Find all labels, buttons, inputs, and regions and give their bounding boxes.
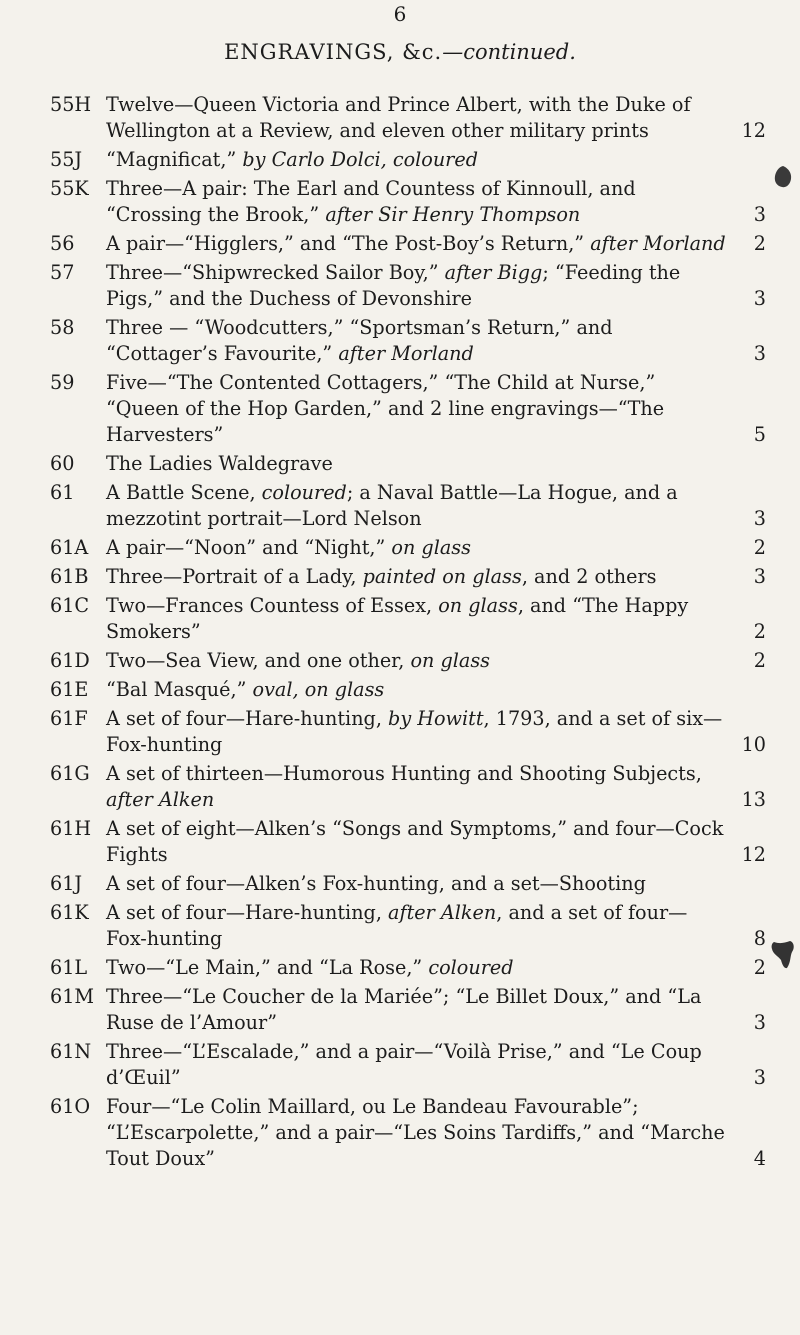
lot-description-text: A Battle Scene, [106,481,262,504]
lot-quantity: 3 [753,565,766,588]
lot-description-italic: by Carlo Dolci, coloured [242,148,478,171]
running-head [0,40,800,64]
lot-entry [50,593,766,645]
lot-description-italic: coloured [428,956,514,979]
lot-description [106,231,766,257]
lot-description-text: A pair—“Noon” and “Night,” [106,536,392,559]
lot-number: 55H [50,93,92,116]
lot-entry [50,176,766,228]
lot-description-text: Three—Portrait of a Lady, [106,565,363,588]
lot-description-text: Three—A pair: The Earl and Countess of Kinnoull, and “Crossing the Brook,” [106,177,636,226]
lot-description [106,1094,766,1172]
lot-quantity: 12 [741,843,766,866]
lot-description-italic: after Morland [338,342,474,365]
lot-entry [50,92,766,144]
lot-number: 56 [50,232,75,255]
lot-quantity: 3 [753,1011,766,1034]
page-number: 6 [393,2,407,26]
lot-number: 61N [50,1040,92,1063]
lot-number: 58 [50,316,75,339]
lot-description-text: ; “Feeding the Pigs,” and the Duchess of Devonshire [106,261,681,310]
lot-description-text: Five—“The Contented Cottagers,” “The Child at Nurse,” “Queen of the Hop Garden,” and 2 line engravings—“The Harvesters” [106,371,665,446]
lot-number: 61K [50,901,89,924]
lot-description-italic: after Alken [388,901,497,924]
lot-description-italic: after Morland [590,232,726,255]
lot-description-text: “Bal Masqué,” [106,678,253,701]
lot-description-text: Three—“Shipwrecked Sailor Boy,” [106,261,445,284]
lot-number: 55K [50,177,89,200]
lot-quantity: 3 [753,287,766,310]
lot-description-text: , 1793, and a set of six—Fox-hunting [106,707,723,756]
lot-description [106,871,766,897]
running-head-continued: —continued. [442,40,576,64]
lot-description [106,900,766,952]
lot-number: 55J [50,148,83,171]
lot-quantity: 4 [753,1147,766,1170]
lot-entry [50,1094,766,1172]
lot-list [50,92,766,1175]
lot-description-text: A set of four—Hare-hunting, [106,901,389,924]
lot-description [106,955,766,981]
lot-description [106,706,766,758]
lot-description-text: , and a set of four—Fox-hunting [106,901,688,950]
lot-description-text: A pair—“Higglers,” and “The Post-Boy’s Return,” [106,232,591,255]
lot-entry [50,370,766,448]
lot-number: 61F [50,707,88,730]
lot-number: 61B [50,565,89,588]
lot-entry [50,871,766,897]
lot-quantity: 2 [753,956,766,979]
lot-number: 61M [50,985,95,1008]
lot-quantity: 10 [741,733,766,756]
lot-entry [50,677,766,703]
lot-description [106,451,766,477]
lot-description-italic: on glass [410,649,491,672]
lot-quantity: 2 [753,232,766,255]
lot-description-italic: painted on glass [362,565,522,588]
lot-entry [50,900,766,952]
lot-quantity: 12 [741,119,766,142]
lot-number: 61L [50,956,88,979]
lot-description [106,984,766,1036]
lot-description [106,176,766,228]
lot-number: 61D [50,649,90,672]
lot-description-text: A set of eight—Alken’s “Songs and Symptoms,” and four—Cock Fights [106,817,724,866]
lot-quantity: 5 [753,423,766,446]
lot-number: 59 [50,371,75,394]
lot-entry [50,1039,766,1091]
lot-entry [50,260,766,312]
lot-quantity: 2 [753,649,766,672]
lot-description [106,761,766,813]
lot-quantity: 2 [753,620,766,643]
lot-entry [50,648,766,674]
lot-description [106,648,766,674]
lot-entry [50,955,766,981]
lot-quantity: 2 [753,536,766,559]
lot-description-italic: coloured [261,481,347,504]
ink-blot-mark [773,165,793,189]
lot-number: 60 [50,452,75,475]
lot-number: 61J [50,872,83,895]
lot-description [106,260,766,312]
lot-description-italic: on glass [391,536,471,559]
lot-description [106,677,766,703]
lot-entry [50,451,766,477]
lot-entry [50,816,766,868]
lot-description-text: A set of four—Alken’s Fox-hunting, and a set—Shooting [106,872,646,895]
lot-number: 61A [50,536,89,559]
lot-number: 61G [50,762,90,785]
lot-quantity: 13 [741,788,766,811]
lot-entry [50,984,766,1036]
lot-entry [50,147,766,173]
lot-entry [50,480,766,532]
lot-description [106,92,766,144]
lot-description-text: “Magnificat,” [106,148,243,171]
lot-quantity: 3 [753,507,766,530]
lot-quantity: 3 [753,203,766,226]
lot-description-text: Two—“Le Main,” and “La Rose,” [106,956,429,979]
lot-description [106,1039,766,1091]
lot-description-text: Two—Frances Countess of Essex, [106,594,439,617]
lot-quantity: 3 [753,1066,766,1089]
lot-quantity: 3 [753,342,766,365]
lot-description-text: Three — “Woodcutters,” “Sportsman’s Return,” and “Cottager’s Favourite,” [106,316,613,365]
ink-blot-mark [770,940,796,970]
lot-description-text: Three—“L’Escalade,” and a pair—“Voilà Prise,” and “Le Coup d’Œuil” [106,1040,702,1089]
lot-description-text: Four—“Le Colin Maillard, ou Le Bandeau Favourable”; “L’Escarpolette,” and a pair—“Les Soins Tardiffs,” and “Marche Tout Doux” [106,1095,725,1170]
lot-description [106,564,766,590]
lot-description [106,480,766,532]
lot-number: 57 [50,261,75,284]
lot-number: 61O [50,1095,91,1118]
lot-description-italic: by Howitt [388,707,484,730]
lot-description-text: Three—“Le Coucher de la Mariée”; “Le Billet Doux,” and “La Ruse de l’Amour” [106,985,702,1034]
lot-number: 61E [50,678,89,701]
lot-entry [50,535,766,561]
lot-description-text: A set of four—Hare-hunting, [106,707,389,730]
lot-entry [50,706,766,758]
lot-description-text: A set of thirteen—Humorous Hunting and Shooting Subjects, [106,762,702,785]
lot-number: 61C [50,594,90,617]
lot-description-italic: after Alken [106,788,215,811]
lot-description [106,816,766,868]
lot-description-italic: after Bigg [444,261,543,284]
lot-entry [50,231,766,257]
lot-number: 61H [50,817,92,840]
lot-description [106,315,766,367]
lot-description-text: Twelve—Queen Victoria and Prince Albert, with the Duke of Wellington at a Review, and eleven other military prints [106,93,691,142]
lot-quantity: 8 [753,927,766,950]
lot-entry [50,315,766,367]
lot-description-text: , and “The Happy Smokers” [106,594,689,643]
lot-description-italic: on glass [438,594,518,617]
lot-entry [50,564,766,590]
lot-description [106,535,766,561]
lot-entry [50,761,766,813]
lot-number: 61 [50,481,75,504]
lot-description [106,593,766,645]
lot-description-text: ; a Naval Battle—La Hogue, and a mezzotint portrait—Lord Nelson [106,481,678,530]
lot-description-italic: after Sir Henry Thompson [325,203,581,226]
running-head-title: ENGRAVINGS, &c. [224,40,443,64]
lot-description-text: Two—Sea View, and one other, [106,649,411,672]
lot-description-italic: oval, on glass [252,678,385,701]
lot-description-text: The Ladies Waldegrave [106,452,333,475]
lot-description [106,370,766,448]
lot-description [106,147,766,173]
lot-description-text: , and 2 others [521,565,657,588]
